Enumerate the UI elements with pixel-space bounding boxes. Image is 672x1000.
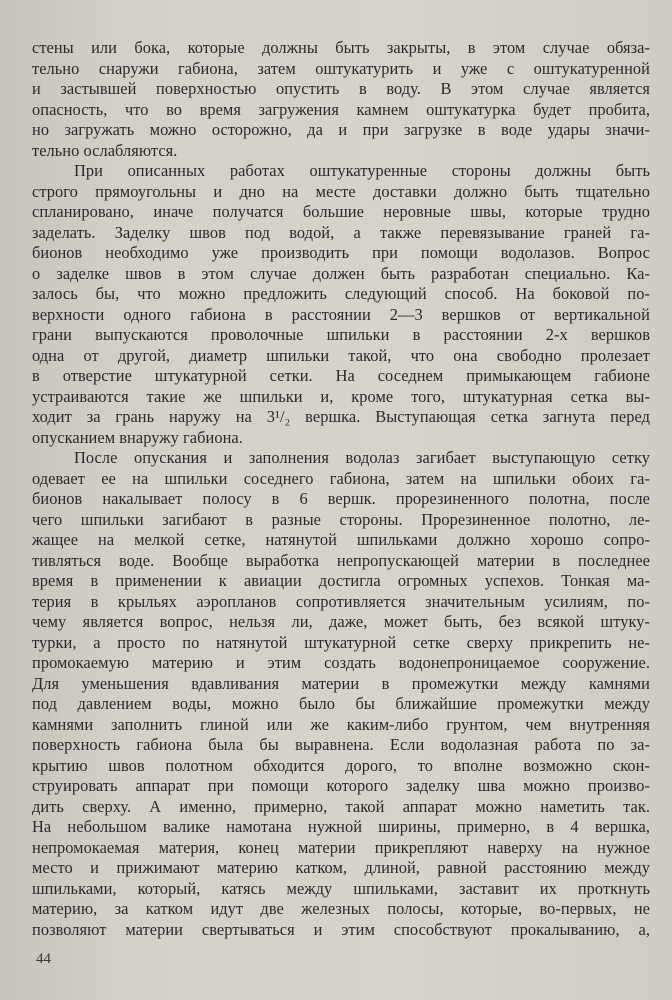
text-line: время в применении к авиации достигла огромных успехов. Тонкая ма- — [32, 571, 650, 590]
text-line: опасность, что во время загружения камнем оштукатурка будет пробита, — [32, 99, 650, 119]
text-line: заделать. Заделку швов под водой, а также перевязывание граней га- — [32, 222, 650, 242]
text-line: промокаемую материю и этим создать водонепроницаемое сооружение. — [32, 653, 650, 672]
text-line: непромокаемая материя, конец материи прикрепляют наверху на нужное — [32, 837, 650, 857]
text-line: о заделке швов в этом случае должен быть разработан специально. Ка- — [32, 263, 650, 283]
text-line: тельно снаружи габиона, затем оштукатурить и уже с оштукатуренной — [32, 58, 650, 78]
text-line: залось бы, что можно предложить следующий способ. На боковой по- — [32, 284, 650, 303]
text-line: одна от другой, диаметр шпильки такой, что она свободно пролезает — [32, 345, 650, 365]
text-line: чему является вопрос, нельзя ли, даже, может быть, без всякой штуку- — [32, 612, 650, 631]
text-line: шпильками, который, катясь между шпильками, заставит их проткнуть — [32, 878, 650, 898]
text-line: тивляться воде. Вообще выработка непропускающей материи в последнее — [32, 550, 650, 570]
text-line: место и прижимают материю катком, длиной, равной расстоянию между — [32, 858, 650, 877]
text-line: грани выпускаются проволочные шпильки в расстоянии 2-х вершков — [32, 325, 650, 344]
text-line: ходит за грань наружу на 3¹/₂ вершка. Выступающая сетка загнута перед — [32, 407, 650, 426]
text-line: в отверстие штукатурной сетки. На соседнем примыкающем габионе — [32, 366, 650, 385]
text-line: строго прямоугольны и дно на месте доставки должно быть тщательно — [32, 181, 650, 201]
text-line: верхности одного габиона в расстоянии 2—3 вершков от вертикальной — [32, 304, 650, 324]
text-line: спланировано, иначе получатся большие неровные швы, которые трудно — [32, 202, 650, 221]
text-line: турки, а просто по натянутой штукатурной сетке сверху прикрепить не- — [32, 632, 650, 652]
text-line: тельно ослабляются. — [32, 140, 178, 160]
text-line: На небольшом валике намотана нужной ширины, примерно, в 4 вершка, — [32, 817, 650, 836]
text-line: и застывшей поверхностью опустить в воду. В этом случае является — [32, 79, 650, 98]
text-line: крытию швов полотном обходится дорого, то вполне возможно скон- — [32, 755, 650, 775]
text-line: После опускания и заполнения водолаз загибает выступающую сетку — [74, 448, 650, 467]
text-line: терия в крыльях аэропланов сопротивляется значительным усилиям, по- — [32, 591, 650, 611]
text-line: бионов накалывает полосу в 6 вершк. прорезиненного полотна, после — [32, 489, 650, 508]
text-line: поверхность габиона была бы выравнена. Если водолазная работа по за- — [32, 735, 650, 754]
text-line: струировать аппарат при помощи которого заделку шва можно произво- — [32, 776, 650, 795]
text-line: но загружать можно осторожно, да и при загрузке в воде удары значи- — [32, 120, 650, 139]
text-line: жащее на мелкой сетке, натянутой шпильками должно хорошо сопро- — [32, 530, 650, 549]
text-line: опусканием внаружу габиона. — [32, 427, 243, 447]
text-line: бионов необходимо уже производить при помощи водолазов. Вопрос — [32, 243, 650, 262]
text-line: дить сверху. А именно, примерно, такой аппарат можно наметить так. — [32, 796, 650, 816]
body-text — [32, 38, 650, 940]
text-line: Для уменьшения вдавливания материи в промежутки между камнями — [32, 673, 650, 693]
text-line: камнями заполнить глиной или же каким-либо грунтом, чем внутренняя — [32, 714, 650, 734]
text-line: материю, за катком идут две железных полосы, которые, во-первых, не — [32, 899, 650, 918]
text-line: под давлением воды, можно было бы ближайшие промежутки между — [32, 694, 650, 713]
text-line: чего шпильки загибают в разные стороны. Прорезиненное полотно, ле- — [32, 509, 650, 529]
text-line: устраиваются такие же шпильки и, кроме того, штукатурная сетка вы- — [32, 386, 650, 406]
text-line: позволяют материи свертываться и этим способствуют прокалыванию, а, — [32, 919, 650, 939]
text-line: При описанных работах оштукатуренные стороны должны быть — [74, 161, 650, 180]
text-line: одевает ее на шпильки соседнего габиона, затем на шпильки обоих га- — [32, 468, 650, 488]
text-line: стены или бока, которые должны быть закрыты, в этом случае обяза- — [32, 38, 650, 57]
page-number: 44 — [36, 951, 51, 967]
